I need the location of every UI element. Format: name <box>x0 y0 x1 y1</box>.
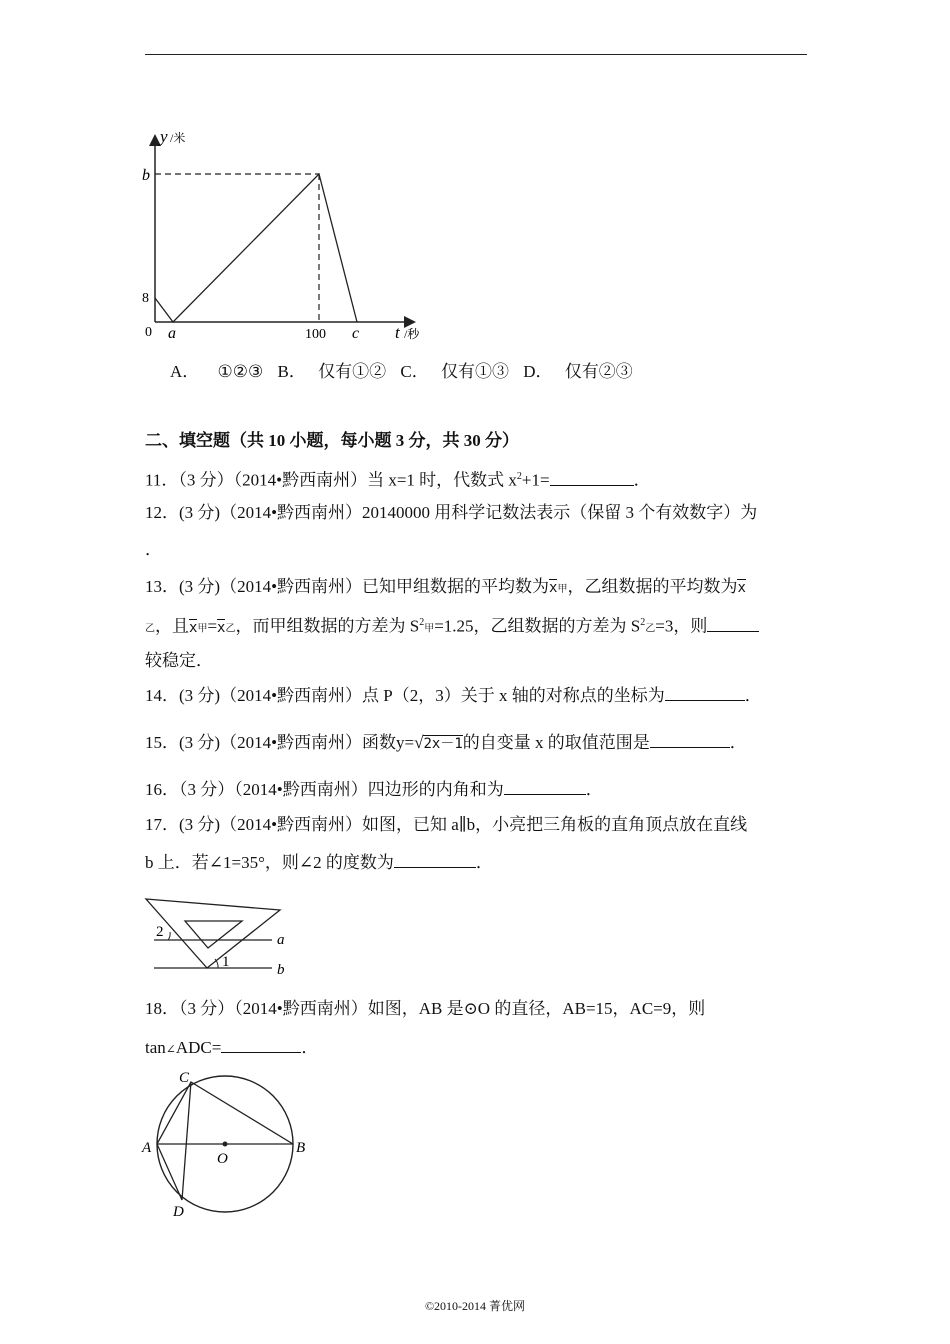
sqrt-radicand: 2x－1 <box>423 736 463 752</box>
line-a-label: a <box>277 932 285 948</box>
question-13-line2: 乙，且x甲=x乙，而甲组数据的方差为 $S^2$甲=1.25，乙组数据的方差为 $S^2$乙=3，则 <box>145 612 759 641</box>
inner-triangle <box>185 921 242 948</box>
question-18-line1: 18．（3 分）（2014•黔西南州）如图，AB 是⊙O 的直径，AB=15，AC=9，则 <box>145 999 706 1018</box>
sqrt-sign: √ <box>414 733 424 752</box>
question-11: 11．（3 分）（2014•黔西南州）当 x=1 时，代数式 $x^2+1=$ ． <box>145 470 651 490</box>
choice-d-label: D． <box>523 362 553 381</box>
a-tick-label: a <box>168 325 176 342</box>
c-tick-label: c <box>352 325 360 342</box>
angle-2-label: 2 <box>156 924 164 940</box>
b-tick-label: b <box>142 167 150 184</box>
t-axis-label: t <box>395 323 400 342</box>
chords-acb <box>157 1082 293 1144</box>
center-point <box>223 1142 228 1147</box>
point-o-label: O <box>217 1151 228 1167</box>
choice-d-text: 仅有②③ <box>564 362 633 381</box>
question-12-cont: ． <box>145 540 162 559</box>
circle-figure <box>136 1066 316 1222</box>
question-13-line1: 13．(3 分)（2014•黔西南州）已知甲组数据的平均数为x甲，乙组数据的平均数为x <box>145 577 746 596</box>
angle-1-label: 1 <box>222 954 230 970</box>
header-rule <box>145 54 807 55</box>
question-18-line2: tan∠ADC= ． <box>145 1038 319 1057</box>
answer-blank-13[interactable] <box>707 615 759 632</box>
origin-label: 0 <box>145 325 152 340</box>
question-15: 15．(3 分)（2014•黔西南州）函数y=√2x－1的自变量 x 的取值范围是 ． <box>145 733 747 752</box>
answer-blank-18[interactable] <box>221 1036 301 1053</box>
choice-b-label: B． <box>277 362 306 381</box>
point-b-label: B <box>296 1140 306 1156</box>
answer-blank-15[interactable] <box>650 731 730 748</box>
section-title: 二、填空题（共 10 小题，每小题 3 分，共 30 分） <box>145 431 519 450</box>
hundred-tick-label: 100 <box>305 327 326 342</box>
t-axis-unit: /秒 <box>404 327 420 341</box>
answer-blank-16[interactable] <box>504 778 586 795</box>
answer-choices <box>170 361 633 383</box>
choice-c-label: C． <box>400 362 429 381</box>
answer-blank-14[interactable] <box>665 684 745 701</box>
line-b-label: b <box>277 962 285 978</box>
choice-b-text: 仅有①② <box>318 362 387 381</box>
eight-tick-label: 8 <box>142 291 149 306</box>
point-a-label: A <box>142 1140 152 1156</box>
footer-copyright: ©2010-2014 菁优网 <box>424 1299 526 1313</box>
choice-a-label: A． <box>170 362 200 381</box>
question-14: 14．(3 分)（2014•黔西南州）点 P（2，3）关于 x 轴的对称点的坐标为 ． <box>145 686 762 705</box>
y-axis-unit: /米 <box>170 131 186 145</box>
choice-a-text: ①②③ <box>217 362 264 381</box>
question-17-line2: b 上．若∠1=35°，则∠2 的度数为 ． <box>145 853 493 872</box>
outer-triangle <box>146 899 280 968</box>
point-c-label: C <box>179 1070 190 1086</box>
mean-x-symbol: x <box>549 580 558 596</box>
y-axis-label: y <box>160 127 168 146</box>
question-13-line3: 较稳定． <box>145 651 213 670</box>
distance-curve <box>155 174 357 322</box>
answer-blank-11[interactable] <box>550 469 634 486</box>
angle-2-arc <box>168 932 170 940</box>
point-d-label: D <box>173 1204 184 1220</box>
answer-blank-17[interactable] <box>394 851 476 868</box>
triangle-ruler-figure <box>140 894 300 984</box>
choice-c-text: 仅有①③ <box>440 362 509 381</box>
mean-x-symbol: x <box>737 580 746 596</box>
question-17-line1: 17．(3 分)（2014•黔西南州）如图，已知 a∥b，小亮把三角板的直角顶点放在直线 <box>145 815 748 834</box>
distance-time-graph <box>138 124 438 346</box>
question-12: 12．(3 分)（2014•黔西南州）20140000 用科学记数法表示（保留 3 个有效数字）为 <box>145 503 758 522</box>
question-16: 16．（3 分）（2014•黔西南州）四边形的内角和为 ． <box>145 780 603 799</box>
